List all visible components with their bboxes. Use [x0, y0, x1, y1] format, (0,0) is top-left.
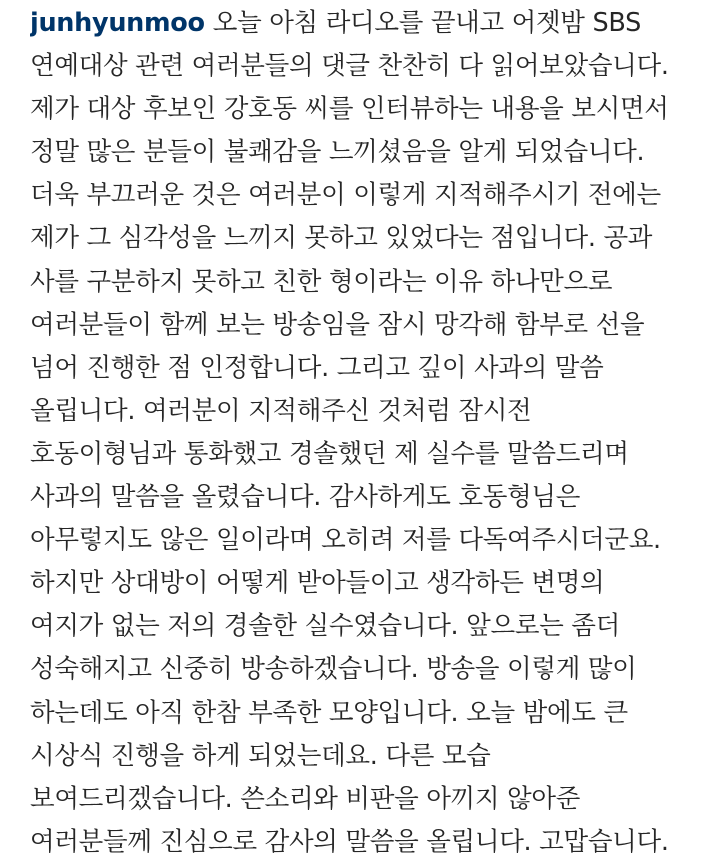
caption-line: 시상식 진행을 하게 되었는데요. 다른 모습	[30, 740, 491, 771]
caption-line: 연예대상 관련 여러분들의 댓글 찬찬히 다 읽어보았습니다.	[30, 51, 669, 82]
caption-line: 여지가 없는 저의 경솔한 실수였습니다. 앞으로는 좀더	[30, 611, 620, 642]
caption-line: 하는데도 아직 한참 부족한 모양입니다. 오늘 밤에도 큰	[30, 697, 628, 728]
caption-line: 더욱 부끄러운 것은 여러분이 이렇게 지적해주시기 전에는	[30, 180, 661, 211]
caption-line: 하지만 상대방이 어떻게 받아들이고 생각하든 변명의	[30, 568, 605, 599]
caption-line: 제가 그 심각성을 느끼지 못하고 있었다는 점입니다. 공과	[30, 223, 653, 254]
caption-line: 사과의 말씀을 올렸습니다. 감사하게도 호동형님은	[30, 482, 581, 513]
caption-line: 사를 구분하지 못하고 친한 형이라는 이유 하나만으로	[30, 266, 613, 297]
username-link[interactable]: junhyunmoo	[30, 8, 205, 38]
caption-line: 성숙해지고 신중히 방송하겠습니다. 방송을 이렇게 많이	[30, 654, 637, 685]
caption-line: 제가 대상 후보인 강호동 씨를 인터뷰하는 내용을 보시면서	[30, 94, 669, 125]
caption-line: 여러분들께 진심으로 감사의 말씀을 올립니다. 고맙습니다.	[30, 826, 669, 857]
caption-line: 보여드리겠습니다. 쓴소리와 비판을 아끼지 않아준	[30, 783, 581, 814]
caption-line: 올립니다. 여러분이 지적해주신 것처럼 잠시전	[30, 395, 532, 426]
post-caption	[30, 0, 710, 864]
caption-line: 넘어 진행한 점 인정합니다. 그리고 깊이 사과의 말씀	[30, 352, 604, 383]
caption-line: 정말 많은 분들이 불쾌감을 느끼셨음을 알게 되었습니다.	[30, 137, 645, 168]
caption-text: 오늘 아침 라디오를 끝내고 어젯밤 SBS	[212, 8, 641, 38]
caption-line: 아무렇지도 않은 일이라며 오히려 저를 다독여주시더군요.	[30, 525, 661, 556]
caption-line	[30, 2, 710, 45]
caption-line: 호동이형님과 통화했고 경솔했던 제 실수를 말씀드리며	[30, 438, 629, 469]
caption-line: 여러분들이 함께 보는 방송임을 잠시 망각해 함부로 선을	[30, 309, 645, 340]
